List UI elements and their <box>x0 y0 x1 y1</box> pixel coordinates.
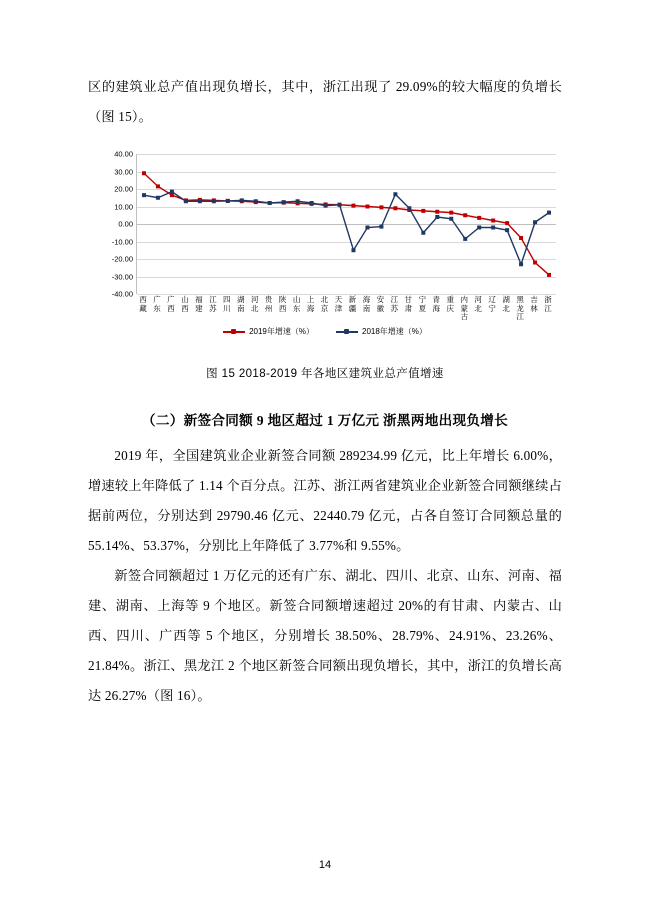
chart-data-point <box>226 199 230 203</box>
chart-data-point <box>379 205 383 209</box>
chart-x-tick-label: 天津 <box>334 295 343 313</box>
chart-data-point <box>324 204 328 208</box>
chart-y-tick-label: -10.00 <box>111 237 133 246</box>
chart-data-point <box>365 205 369 209</box>
chart-x-tick-label: 黑龙江 <box>516 295 524 322</box>
chart-x-tick-label: 西藏 <box>139 295 147 313</box>
chart-data-point <box>156 196 160 200</box>
chart-x-tick-label: 广东 <box>153 295 161 313</box>
chart-data-point <box>505 221 509 225</box>
chart-data-point <box>240 198 244 202</box>
chart-x-tick-label: 江苏 <box>209 295 217 313</box>
chart-data-point <box>198 199 202 203</box>
chart-y-tick-label: 10.00 <box>114 202 133 211</box>
chart-x-tick-label: 河北 <box>474 295 482 313</box>
chart-data-point <box>170 193 174 197</box>
chart-data-point <box>365 226 369 230</box>
chart-data-point <box>421 209 425 213</box>
chart-data-point <box>449 217 453 221</box>
chart-data-point <box>407 206 411 210</box>
chart-x-tick-label: 北京 <box>320 295 329 313</box>
chart-data-point <box>393 206 397 210</box>
chart-x-tick-label: 河北 <box>250 295 259 313</box>
chart-data-point <box>170 190 174 194</box>
chart-data-point <box>533 220 537 224</box>
chart-x-tick-label: 上海 <box>306 295 315 313</box>
legend-label: 2018年增速（%） <box>362 327 427 336</box>
legend-label: 2019年增速（%） <box>249 327 314 336</box>
chart-x-tick-label: 广西 <box>167 295 175 313</box>
chart-data-point <box>491 219 495 223</box>
chart-data-point <box>351 248 355 252</box>
chart-data-point <box>547 211 551 215</box>
chart-data-point <box>282 200 286 204</box>
chart-x-tick-label: 四川 <box>223 295 231 313</box>
chart-line-2019 <box>144 173 549 275</box>
chart-data-point <box>142 193 146 197</box>
chart-x-tick-label: 宁夏 <box>418 295 427 313</box>
chart-x-tick-label: 内蒙古 <box>460 295 468 322</box>
chart-data-point <box>435 215 439 219</box>
chart-data-point <box>533 261 537 265</box>
chart-line-2018 <box>144 192 549 265</box>
paragraph-new-contracts: 2019 年，全国建筑业企业新签合同额 289234.99 亿元，比上年增长 6.00%，增速较上年降低了 1.14 个百分点。江苏、浙江两省建筑业企业新签合同额继续占据前两位，分别达到 29790.46 亿元、22440.79 亿元，占各自签订合同额总量的 55.14%、53.37%，分别比上年降低了 3.77%和 9.55%。 <box>88 448 562 553</box>
chart-y-tick-label: 0.00 <box>118 219 133 229</box>
chart-x-tick-label: 浙江 <box>544 295 552 313</box>
chart-data-point <box>268 201 272 205</box>
paragraph-continuation: 区的建筑业总产值出现负增长，其中，浙江出现了 29.09%的较大幅度的负增长（图 15）。 <box>88 79 562 124</box>
legend-swatch <box>336 328 358 336</box>
chart-x-tick-label: 山东 <box>292 295 301 313</box>
chart-y-tick-label: -20.00 <box>111 254 133 264</box>
chart-data-point <box>296 199 300 203</box>
section-heading: （二）新签合同额 9 地区超过 1 万亿元 浙黑两地出现负增长 <box>141 413 509 428</box>
chart-data-point <box>435 210 439 214</box>
chart-data-point <box>351 204 355 208</box>
chart-y-tick-label: 20.00 <box>114 184 133 194</box>
chart-data-point <box>379 225 383 229</box>
chart-x-tick-label: 福建 <box>195 295 203 313</box>
chart-legend <box>88 326 562 337</box>
paragraph-regions: 新签合同额超过 1 万亿元的还有广东、湖北、四川、北京、山东、河南、福建、湖南、上海等 9 个地区。新签合同额增速超过 20%的有甘肃、内蒙古、山西、四川、广西等 5 个地区，分别增长 38.50%、28.79%、24.91%、23.26%、21.84%。浙江、黑龙江 2 个地区新签合同额出现负增长，其中，浙江的负增长高达 26.27%（图 16）。 <box>88 568 562 703</box>
chart-x-tick-label: 湖南 <box>237 295 245 313</box>
legend-swatch <box>223 328 245 336</box>
chart-data-point <box>184 199 188 203</box>
chart-y-tick-label: -40.00 <box>111 289 133 299</box>
chart-data-point <box>477 216 481 220</box>
chart-plot-area <box>111 149 556 299</box>
chart-data-point <box>212 199 216 203</box>
chart-x-tick-label: 重庆 <box>446 295 454 313</box>
chart-data-point <box>310 201 314 205</box>
chart-x-tick-label: 青海 <box>432 295 441 313</box>
chart-data-point <box>156 184 160 188</box>
chart-data-point <box>519 262 523 266</box>
chart-x-tick-label: 江苏 <box>390 295 399 313</box>
chart-x-tick-label: 海南 <box>362 295 371 313</box>
chart-y-tick-label: -30.00 <box>111 272 133 281</box>
chart-x-tick-label: 新疆 <box>348 295 357 313</box>
chart-data-point <box>421 231 425 235</box>
chart-x-tick-label: 贵州 <box>264 295 273 313</box>
chart-x-tick-label: 辽宁 <box>488 295 496 313</box>
chart-data-point <box>491 226 495 230</box>
chart-data-point <box>547 273 551 277</box>
chart-y-tick-label: 40.00 <box>114 149 133 159</box>
chart-x-tick-label: 安徽 <box>376 295 385 313</box>
chart-data-point <box>393 192 397 196</box>
chart-data-point <box>477 226 481 230</box>
chart-x-tick-label: 湖北 <box>502 295 510 313</box>
page-number: 14 <box>318 859 332 871</box>
chart-data-point <box>254 199 258 203</box>
chart-x-tick-label: 山西 <box>181 295 189 313</box>
chart-data-point <box>505 228 509 232</box>
chart-x-tick-label: 陕西 <box>278 295 287 313</box>
chart-y-tick-label: 30.00 <box>114 167 133 176</box>
figure-caption: 图 15 2018-2019 年各地区建筑业总产值增速 <box>206 368 444 380</box>
chart-data-point <box>449 211 453 215</box>
chart-x-tick-label: 吉林 <box>530 295 538 313</box>
chart-x-tick-label: 甘肃 <box>404 295 413 313</box>
chart-data-point <box>338 203 342 207</box>
chart-data-point <box>463 237 467 241</box>
figure-15-chart <box>88 146 562 381</box>
chart-series-layer <box>137 154 556 294</box>
chart-data-point <box>519 236 523 240</box>
chart-data-point <box>463 213 467 217</box>
chart-frame <box>88 146 562 351</box>
legend-item <box>223 326 314 337</box>
chart-data-point <box>142 171 146 175</box>
legend-item <box>336 326 427 337</box>
